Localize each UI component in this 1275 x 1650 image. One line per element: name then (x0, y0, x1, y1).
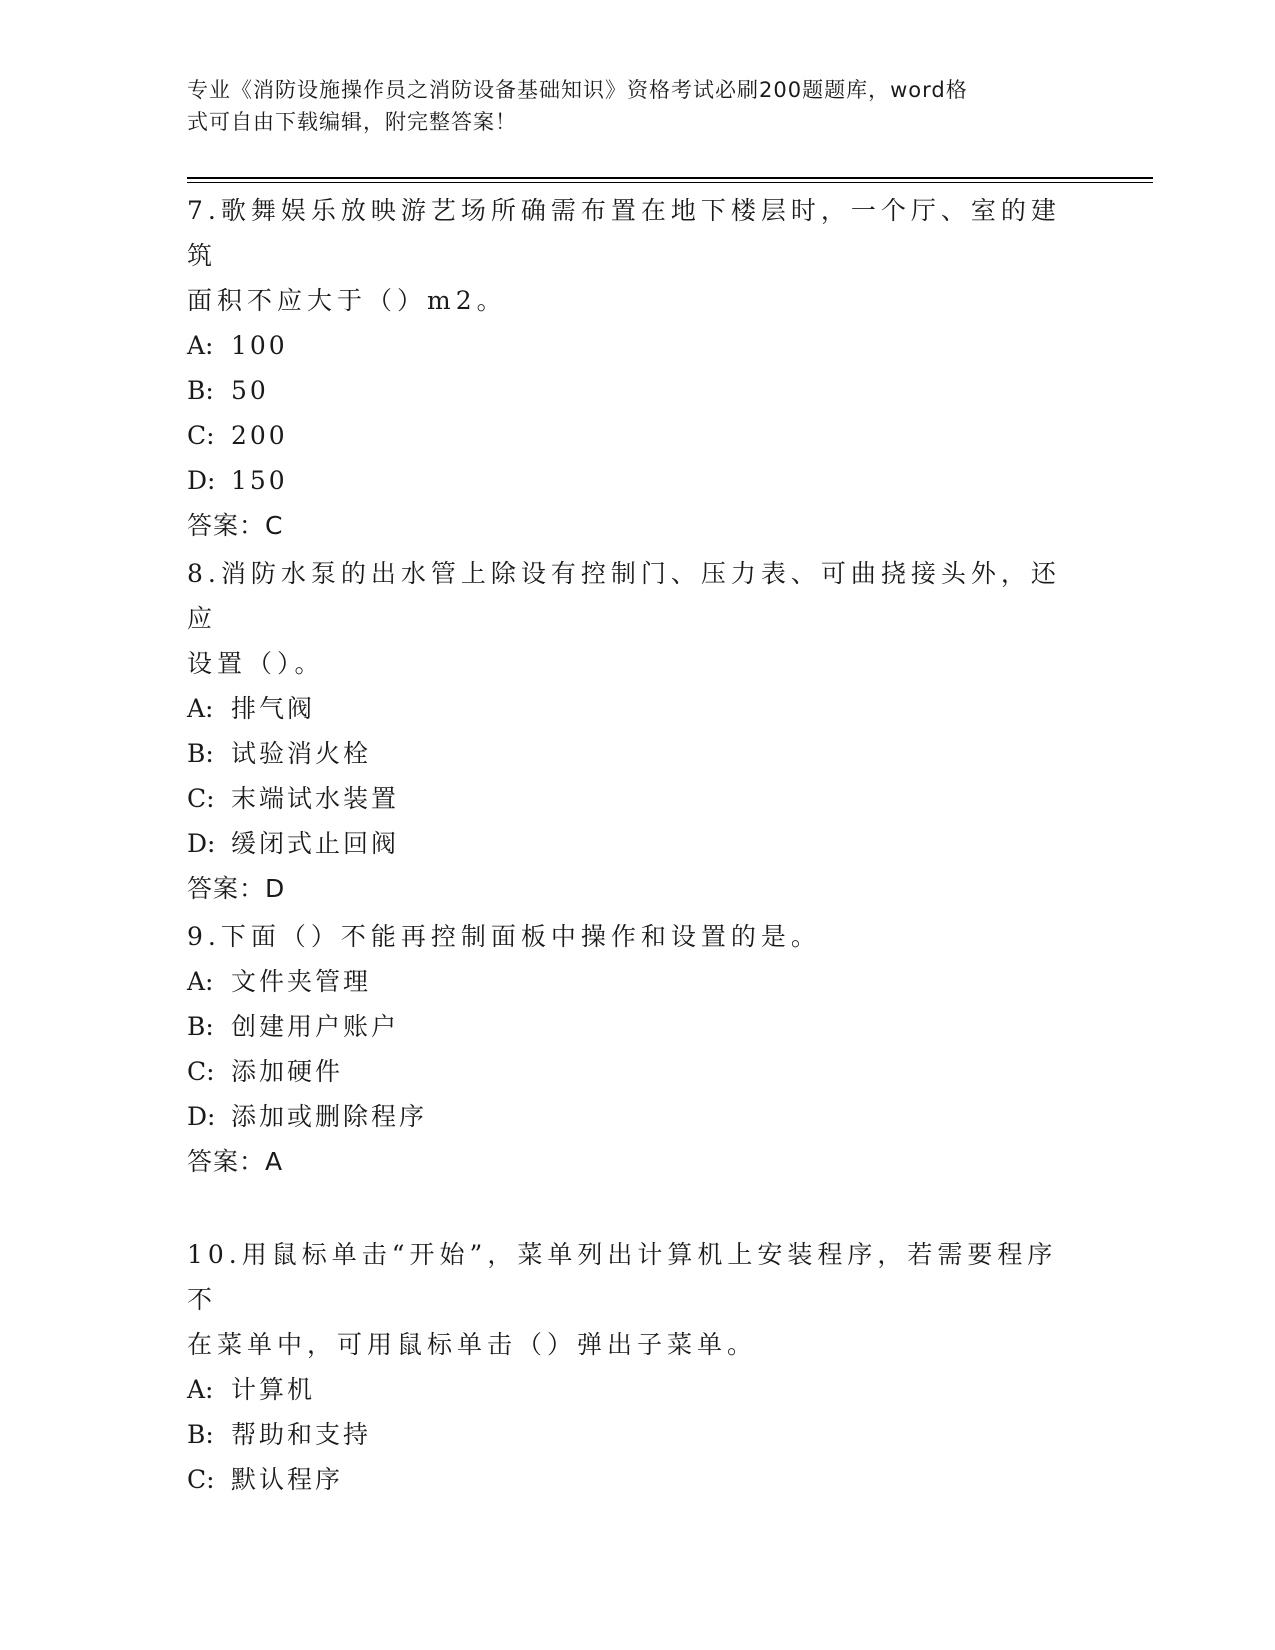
option-d (187, 458, 1087, 503)
option-label: A: (187, 1375, 214, 1404)
option-text: 计算机 (231, 1375, 316, 1404)
option-label: C: (187, 1465, 215, 1494)
document-header (187, 74, 1067, 138)
question-stem-line: 面积不应大于（）m2。 (187, 286, 507, 315)
question-stem-line: 10.用鼠标单击“开始”，菜单列出计算机上安装程序，若需要程序不 (187, 1240, 1058, 1314)
option-label: A: (187, 694, 214, 723)
header-divider-thin (187, 182, 1153, 183)
option-d (187, 821, 1087, 866)
option-a (187, 686, 1087, 731)
question-9 (187, 914, 1087, 1184)
option-label: B: (187, 1420, 214, 1449)
header-line-1: 专业《消防设施操作员之消防设备基础知识》资格考试必刷200题题库，word格 (187, 78, 968, 102)
option-b (187, 731, 1087, 776)
option-c (187, 1457, 1087, 1502)
option-b (187, 1004, 1087, 1049)
option-label: B: (187, 1012, 214, 1041)
question-8 (187, 551, 1087, 911)
option-text: 末端试水装置 (231, 784, 400, 813)
option-label: B: (187, 739, 214, 768)
option-text: 150 (231, 466, 288, 495)
option-text: 创建用户账户 (231, 1012, 400, 1041)
option-text: 100 (231, 331, 288, 360)
header-line-2: 式可自由下载编辑，附完整答案！ (187, 110, 517, 134)
question-stem-line: 设置（）。 (187, 649, 325, 678)
option-label: C: (187, 421, 215, 450)
header-divider (187, 177, 1153, 179)
option-a (187, 959, 1087, 1004)
option-text: 缓闭式止回阀 (231, 829, 400, 858)
option-label: C: (187, 1057, 215, 1086)
option-label: C: (187, 784, 215, 813)
option-b (187, 368, 1087, 413)
option-text: 帮助和支持 (231, 1420, 372, 1449)
question-stem-line: 9.下面（）不能再控制面板中操作和设置的是。 (187, 922, 821, 951)
question-10 (187, 1232, 1087, 1502)
option-label: D: (187, 466, 216, 495)
option-text: 50 (231, 376, 269, 405)
answer-line: 答案：A (187, 1147, 284, 1176)
option-d (187, 1094, 1087, 1139)
question-stem-line: 在菜单中，可用鼠标单击（）弹出子菜单。 (187, 1330, 758, 1359)
answer-line: 答案：C (187, 511, 284, 540)
question-stem-line: 7.歌舞娱乐放映游艺场所确需布置在地下楼层时，一个厅、室的建筑 (187, 196, 1061, 270)
option-text: 排气阀 (231, 694, 316, 723)
option-c (187, 776, 1087, 821)
option-label: D: (187, 1102, 216, 1131)
answer-line: 答案：D (187, 874, 286, 903)
option-text: 试验消火栓 (231, 739, 372, 768)
option-c (187, 1049, 1087, 1094)
option-text: 文件夹管理 (231, 967, 372, 996)
option-b (187, 1412, 1087, 1457)
option-a (187, 323, 1087, 368)
option-label: A: (187, 967, 214, 996)
option-c (187, 413, 1087, 458)
option-text: 添加或删除程序 (231, 1102, 428, 1131)
option-text: 200 (231, 421, 288, 450)
option-label: B: (187, 376, 214, 405)
option-text: 添加硬件 (231, 1057, 344, 1086)
option-a (187, 1367, 1087, 1412)
question-7 (187, 188, 1087, 548)
question-stem-line: 8.消防水泵的出水管上除设有控制门、压力表、可曲挠接头外，还应 (187, 559, 1061, 633)
option-text: 默认程序 (231, 1465, 344, 1494)
option-label: A: (187, 331, 214, 360)
option-label: D: (187, 829, 216, 858)
